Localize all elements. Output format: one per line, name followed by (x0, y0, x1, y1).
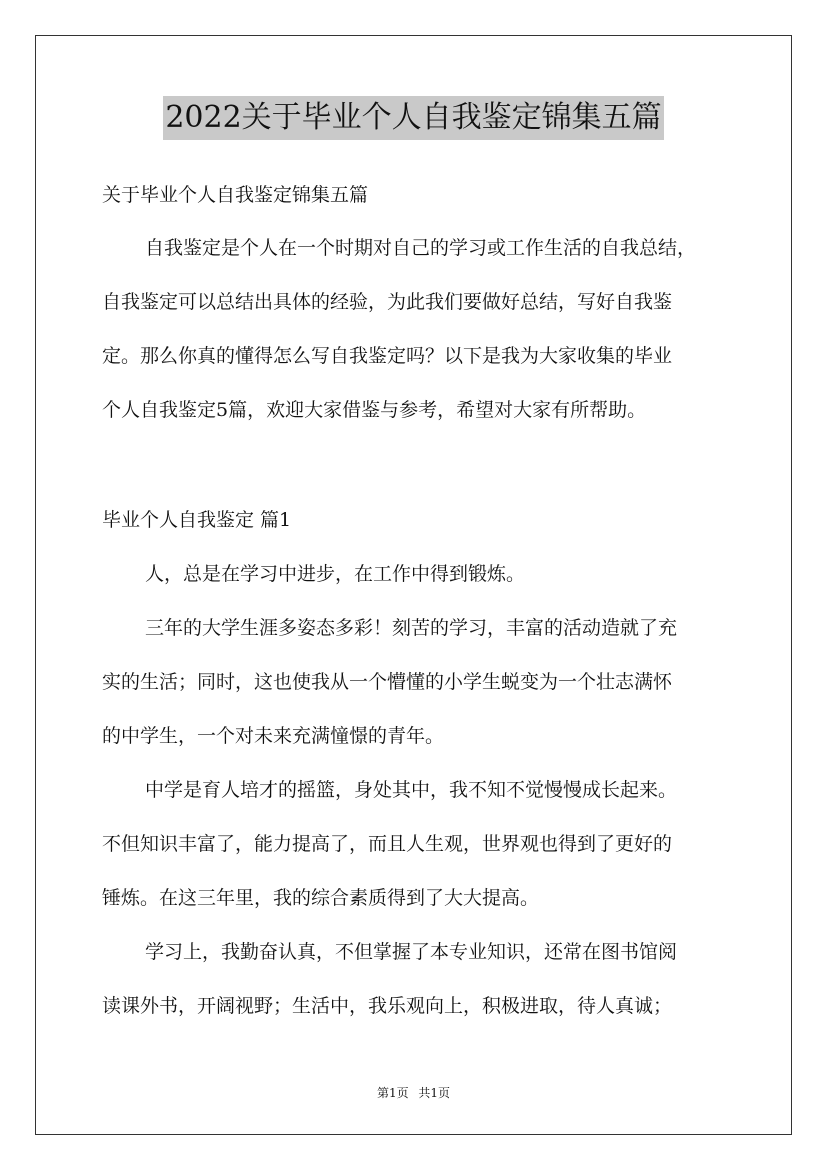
paragraph-line: 人，总是在学习中进步，在工作中得到锻炼。 (145, 563, 526, 585)
paragraph-line: 读课外书，开阔视野；生活中，我乐观向上，积极进取，待人真诚； (102, 995, 673, 1017)
paragraph-line: 自我鉴定是个人在一个时期对自己的学习或工作生活的自我总结， (145, 237, 697, 259)
paragraph-line: 学习上，我勤奋认真，不但掌握了本专业知识，还常在图书馆阅 (145, 941, 678, 963)
page-number: 第1页 (376, 1086, 409, 1100)
page-footer (0, 1085, 827, 1101)
paragraph-line: 锤炼。在这三年里，我的综合素质得到了大大提高。 (102, 887, 540, 909)
paragraph-line: 个人自我鉴定5篇，欢迎大家借鉴与参考，希望对大家有所帮助。 (102, 399, 647, 421)
paragraph-line: 三年的大学生涯多姿态多彩！刻苦的学习，丰富的活动造就了充 (145, 617, 678, 639)
paragraph-line: 中学是育人培才的摇篮，身处其中，我不知不觉慢慢成长起来。 (145, 779, 678, 801)
document-subtitle: 关于毕业个人自我鉴定锦集五篇 (102, 184, 369, 206)
document-title: 2022关于毕业个人自我鉴定锦集五篇 (163, 96, 663, 140)
title-container (0, 96, 827, 140)
paragraph-line: 实的生活；同时，这也使我从一个懵懂的小学生蜕变为一个壮志满怀 (102, 671, 673, 693)
paragraph-line: 定。那么你真的懂得怎么写自我鉴定吗？以下是我为大家收集的毕业 (102, 345, 673, 367)
paragraph-line: 的中学生，一个对未来充满憧憬的青年。 (102, 725, 445, 747)
section-heading: 毕业个人自我鉴定 篇1 (102, 509, 292, 531)
page-total: 共1页 (418, 1086, 451, 1100)
paragraph-line: 不但知识丰富了，能力提高了，而且人生观，世界观也得到了更好的 (102, 833, 673, 855)
paragraph-line: 自我鉴定可以总结出具体的经验，为此我们要做好总结，写好自我鉴 (102, 291, 673, 313)
